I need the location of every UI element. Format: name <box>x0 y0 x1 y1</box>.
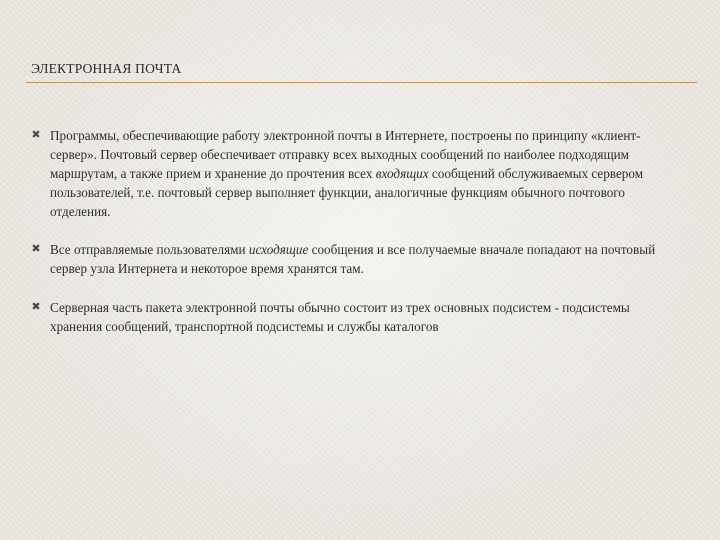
bullet-text-part: сообщения и все получаемые вначале попадают на почтовый сервер узла Интернета и некоторое время хранятся там. <box>50 242 656 276</box>
bullet-text-part: Серверная часть пакета электронной почты обычно состоит из трех основных подсистем - подсистемы хранения сообщений, транспортной подсистемы и службы каталогов <box>50 300 630 334</box>
bullet-list <box>30 126 680 355</box>
bullet-text-part: сообщений обслуживаемых сервером пользователей, т.е. почтовый сервер выполняет функции, аналогичные функциям обычного почтового отделения. <box>50 166 644 219</box>
bullet-text-part: Все отправляемые пользователями <box>50 242 249 257</box>
cross-mark-icon: ✖ <box>31 243 41 255</box>
bullet-item <box>30 298 680 336</box>
title-underline <box>26 82 697 83</box>
bullet-item <box>30 126 680 221</box>
slide-title: ЭЛЕКТРОННАЯ ПОЧТА <box>31 61 182 76</box>
bullet-text-italic: исходящие <box>248 242 309 257</box>
cross-mark-icon: ✖ <box>31 129 41 141</box>
bullet-text <box>50 300 630 334</box>
bullet-text <box>50 128 643 219</box>
bullet-text-italic: входящих <box>375 166 429 181</box>
bullet-text <box>50 242 655 276</box>
cross-mark-icon: ✖ <box>31 301 41 313</box>
bullet-text-part: Программы, обеспечивающие работу электронной почты в Интернете, построены по принципу «клиент-сервер». Почтовый сервер обеспечивает отправку всех выходных сообщений по наиболее подходящим маршрутам, а также прием и хранение до прочтения всех <box>50 128 641 181</box>
bullet-item <box>30 240 680 278</box>
